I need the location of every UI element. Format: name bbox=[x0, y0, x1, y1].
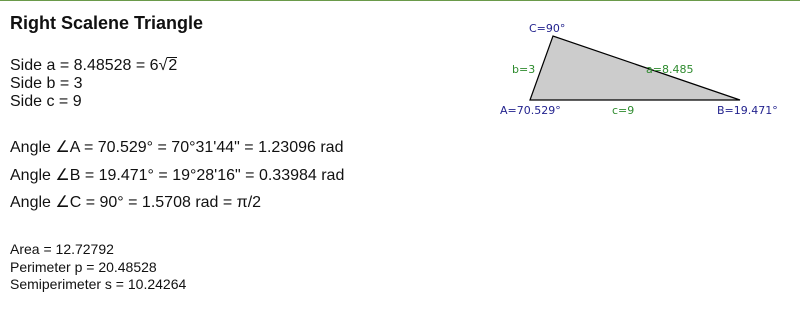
triangle-shape bbox=[530, 36, 740, 100]
side-a-label: a=8.485 bbox=[646, 63, 694, 76]
angle-list bbox=[10, 134, 344, 217]
angle-b-line: Angle ∠B = 19.471° = 19°28'16" = 0.33984 rad bbox=[10, 166, 345, 184]
vertex-b-label: B=19.471° bbox=[717, 104, 778, 117]
semiperimeter-line: Semiperimeter s = 10.24264 bbox=[10, 276, 187, 292]
vertex-c-label: C=90° bbox=[529, 22, 566, 35]
perimeter-line: Perimeter p = 20.48528 bbox=[10, 258, 157, 275]
angle-a-line: Angle ∠A = 70.529° = 70°31'44" = 1.23096 rad bbox=[10, 139, 344, 156]
side-lengths bbox=[10, 57, 177, 111]
side-b-label: b=3 bbox=[512, 63, 536, 76]
radicand: 2 bbox=[168, 57, 178, 74]
area-line: Area = 12.72792 bbox=[10, 241, 114, 257]
page-title: Right Scalene Triangle bbox=[10, 13, 204, 33]
side-b-line: Side b = 3 bbox=[10, 75, 83, 92]
side-c-line: Side c = 9 bbox=[10, 93, 82, 110]
radical-sign: √ bbox=[158, 57, 168, 74]
triangle-diagram bbox=[495, 14, 795, 124]
vertex-a-label: A=70.529° bbox=[500, 104, 561, 117]
triangle-metrics bbox=[10, 241, 186, 294]
side-c-label: c=9 bbox=[612, 104, 635, 117]
top-divider bbox=[0, 0, 800, 1]
angle-c-line: Angle ∠C = 90° = 1.5708 rad = π/2 bbox=[10, 194, 262, 211]
side-a-line bbox=[10, 57, 177, 75]
side-a-value: Side a = 8.48528 = 6 bbox=[10, 57, 159, 74]
square-root-symbol bbox=[159, 57, 178, 75]
